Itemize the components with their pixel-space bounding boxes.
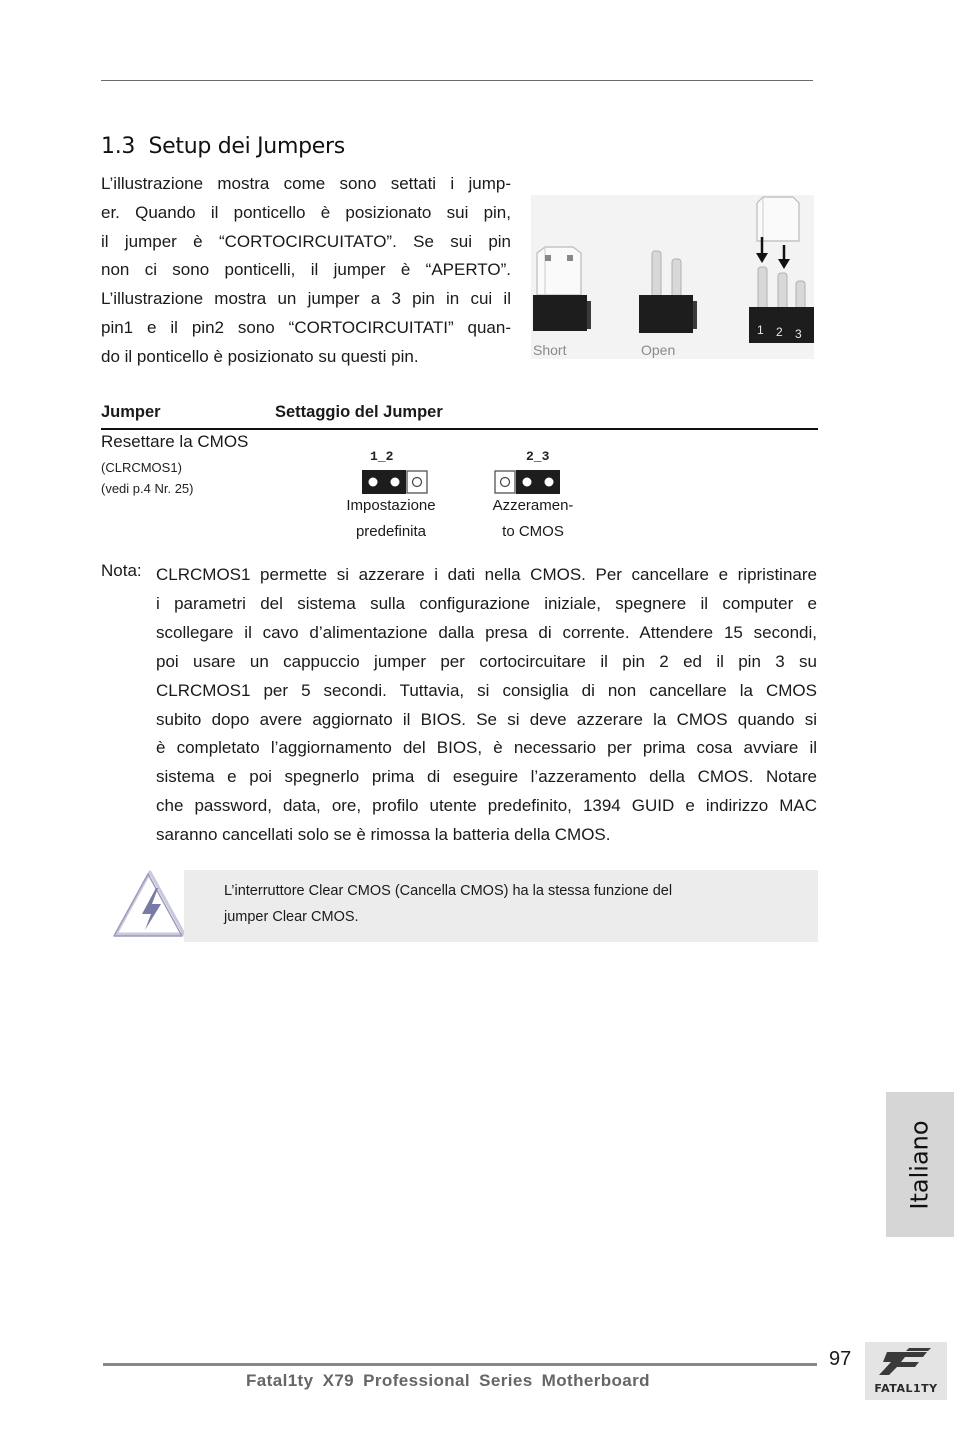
jumper-default-diagram (362, 470, 428, 494)
default-caption (331, 493, 451, 545)
clear-caption-line-2: to CMOS (502, 523, 564, 540)
default-caption-line-2: predefinita (355, 523, 427, 540)
intro-line: do il ponticello è posizionato su questi pin. (101, 346, 419, 366)
default-caption-line-1: Impostazione (346, 497, 436, 514)
intro-line: pin1 e il pin2 sono “CORTOCIRCUITATI” quan- (101, 317, 511, 337)
clear-caption-line-1: Azzeramen- (492, 497, 574, 514)
open-label: Open (641, 342, 676, 358)
note-line: scollegare il cavo d’alimentazione dalla presa di corrente. Attendere 15 secondi, (156, 622, 817, 642)
section-number: 1.3 (101, 134, 136, 159)
column-header-jumper: Jumper (101, 403, 161, 421)
column-header-setting: Settaggio del Jumper (275, 403, 443, 421)
language-label: Italiano (906, 1119, 935, 1210)
pin-label-1: 1 (757, 323, 764, 337)
intro-line: non ci sono ponticelli, il jumper è “APERTO”. (101, 260, 511, 280)
short-label: Short (533, 342, 567, 358)
section-title (101, 134, 345, 159)
note-line: è completato l’aggiornamento del BIOS, è necessario per prima cosa avviare il (156, 738, 817, 758)
section-title-text: Setup dei Jumpers (148, 134, 345, 159)
table-rule (101, 428, 818, 430)
footer-title: Fatal1ty X79 Professional Series Motherboard (246, 1371, 650, 1390)
note-line: sistema e poi spegnerlo prima di eseguire l’azzeramento della CMOS. Notare (156, 767, 817, 787)
jumper-illustration (531, 195, 814, 359)
clear-pins-label: 2_3 (526, 449, 550, 464)
default-pins-label: 1_2 (370, 449, 394, 464)
top-rule (101, 80, 813, 81)
note-line: CLRCMOS1 permette si azzerare i dati nella CMOS. Per cancellare e ripristinare (156, 565, 817, 584)
warning-lightning-icon (112, 868, 188, 940)
language-side-tab-label (886, 1092, 954, 1237)
note-line: i parametri del sistema sulla configurazione iniziale, spegnere il computer e (156, 593, 817, 613)
page-number: 97 (829, 1348, 852, 1370)
note-line: CLRCMOS1 per 5 secondi. Tuttavia, si consiglia di non cancellare la CMOS (156, 680, 817, 700)
jumper-name: Resettare la CMOS (101, 432, 249, 451)
intro-line: il jumper è “CORTOCIRCUITATO”. Se sui pin (101, 231, 511, 251)
warning-text (224, 878, 784, 930)
note-line: saranno cancellati solo se è rimossa la batteria della CMOS. (156, 825, 611, 845)
short-jumper-graphic (533, 247, 591, 358)
note-line: che password, data, ore, profilo utente predefinito, 1394 GUID e indirizzo MAC (156, 796, 817, 816)
bottom-rule (103, 1363, 817, 1366)
note-body (156, 561, 817, 850)
intro-line: L’illustrazione mostra un jumper a 3 pin in cui il (101, 289, 511, 309)
note-line: poi usare un cappuccio jumper per cortocircuitare il pin 2 ed il pin 3 su (156, 651, 817, 671)
warning-line-1: L’interruttore Clear CMOS (Cancella CMOS) ha la stessa funzione del (224, 883, 673, 899)
fatal1ty-logo (865, 1342, 947, 1400)
jumper-id: (CLRCMOS1) (101, 460, 182, 475)
logo-wordmark: FATAL1TY (874, 1382, 938, 1395)
jumper-illustration-graphic (531, 195, 814, 359)
clear-caption (473, 493, 593, 545)
open-jumper-graphic (639, 251, 697, 358)
jumper-clear-diagram (494, 470, 560, 494)
note-label: Nota: (101, 561, 142, 580)
intro-paragraph (101, 170, 511, 372)
fatal1ty-logo-graphic (865, 1342, 947, 1400)
warning-line-2: jumper Clear CMOS. (224, 909, 359, 925)
note-line: subito dopo avere aggiornato il BIOS. Se si deve azzerare la CMOS quando si (156, 709, 817, 729)
pin-label-2: 2 (776, 325, 783, 339)
jumper-reference: (vedi p.4 Nr. 25) (101, 481, 194, 496)
intro-line: er. Quando il ponticello è posizionato sui pin, (101, 202, 511, 222)
intro-line: L’illustrazione mostra come sono settati i jump- (101, 174, 511, 193)
pin-label-3: 3 (795, 327, 802, 341)
three-pin-jumper-graphic (749, 197, 814, 343)
